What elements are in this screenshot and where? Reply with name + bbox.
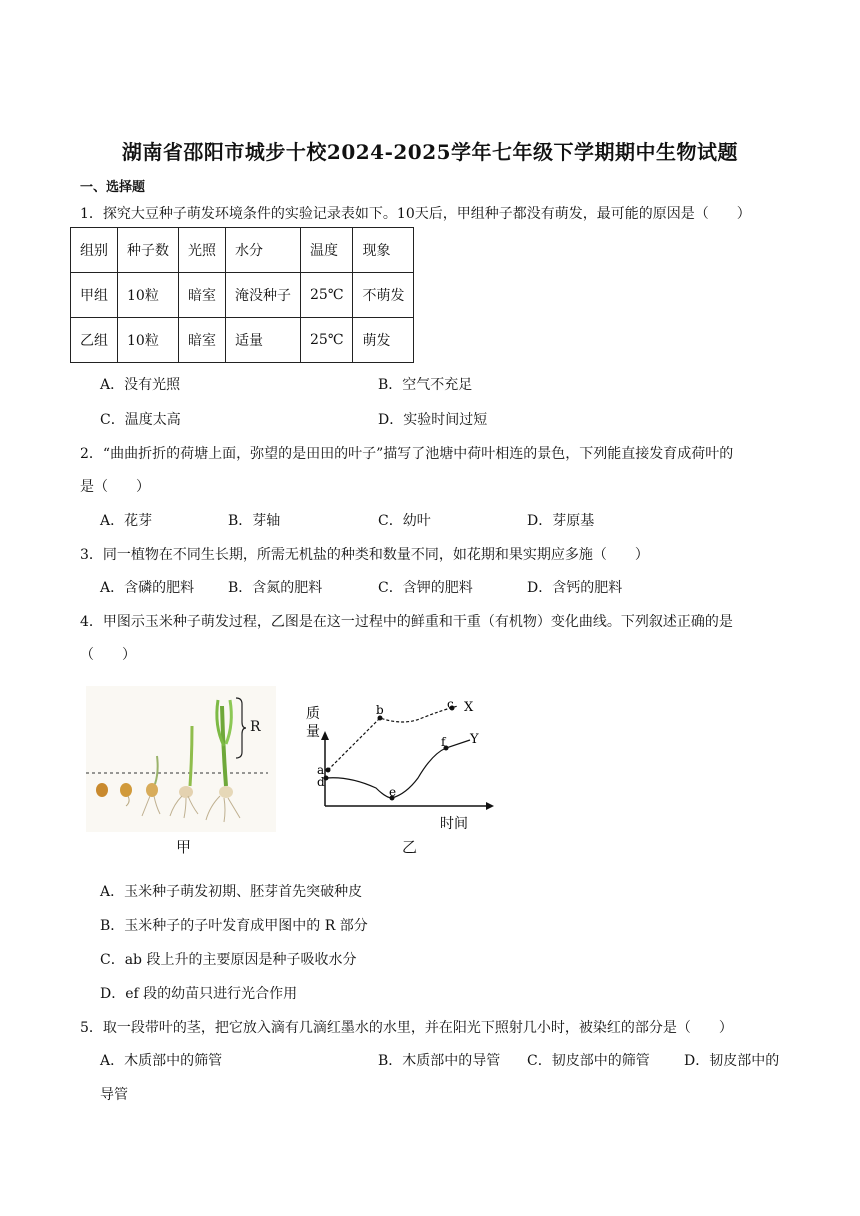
q4-figure (86, 686, 506, 856)
label-f: f (441, 735, 446, 749)
y-axis-label-1: 质 (306, 706, 320, 722)
table-cell: 25℃ (301, 318, 353, 363)
table-header-cell: 水分 (226, 228, 301, 273)
q5-option-c: C．韧皮部中的筛管 (527, 1053, 650, 1069)
y-axis-label-2: 量 (306, 724, 320, 740)
table-cell: 萌发 (353, 318, 414, 363)
q4-stem-line2: （ ） (80, 647, 136, 663)
mass-time-diagram (306, 697, 494, 832)
figure-yi-label: 乙 (402, 838, 418, 856)
table-cell: 10粒 (118, 318, 179, 363)
table-header-cell: 现象 (353, 228, 414, 273)
table-cell: 适量 (226, 318, 301, 363)
q5-stem: 5．取一段带叶的茎，把它放入滴有几滴红墨水的水里，并在阳光下照射几小时，被染红的部分是（ ） (80, 1020, 733, 1036)
table-cell: 暗室 (179, 273, 226, 318)
point-a (326, 768, 331, 773)
q5-option-d: D．韧皮部中的 (684, 1053, 780, 1069)
x-axis-label: 时间 (440, 816, 468, 832)
q2-option-c: C．幼叶 (378, 513, 431, 529)
q1-option-c: C．温度太高 (100, 412, 181, 428)
table-cell: 淹没种子 (226, 273, 301, 318)
q2-option-d: D．芽原基 (527, 513, 595, 529)
q4-option-b: B．玉米种子的子叶发育成甲图中的 R 部分 (100, 918, 368, 934)
q4-stem-line1: 4．甲图示玉米种子萌发过程，乙图是在这一过程中的鲜重和干重（有机物）变化曲线。下列叙述正确的是 (80, 614, 733, 630)
q2-stem-line1: 2．“曲曲折折的荷塘上面，弥望的是田田的叶子”描写了池塘中荷叶相连的景色，下列能直接发育成荷叶的 (80, 446, 734, 462)
q2-stem-line2: 是（ ） (80, 479, 150, 495)
q1-stem: 1．探究大豆种子萌发环境条件的实验记录表如下。10天后，甲组种子都没有萌发，最可能的原因是（ ） (80, 206, 751, 222)
q2-option-a: A．花芽 (100, 513, 153, 529)
q3-option-c: C．含钾的肥料 (378, 580, 473, 596)
q5-option-a: A．木质部中的筛管 (100, 1053, 223, 1069)
figure-jia-label: 甲 (176, 838, 192, 856)
q3-option-b: B．含氮的肥料 (228, 580, 323, 596)
corn-germination-diagram (86, 686, 276, 832)
label-d: d (317, 775, 325, 789)
table-cell: 暗室 (179, 318, 226, 363)
table-header-cell: 种子数 (118, 228, 179, 273)
experiment-table (70, 227, 414, 363)
curve-x-label: X (464, 700, 474, 715)
label-e: e (389, 785, 397, 799)
table-cell: 不萌发 (353, 273, 414, 318)
table-header-row (71, 228, 414, 273)
q3-stem: 3．同一植物在不同生长期，所需无机盐的种类和数量不同，如花期和果实期应多施（ ） (80, 547, 649, 563)
q4-option-c: C．ab 段上升的主要原因是种子吸收水分 (100, 952, 357, 968)
table-header-cell: 光照 (179, 228, 226, 273)
label-a: a (317, 763, 325, 777)
q3-option-a: A．含磷的肥料 (100, 580, 195, 596)
table-row (71, 318, 414, 363)
table-row (71, 273, 414, 318)
germination-figure (86, 686, 506, 856)
q4-option-d: D．ef 段的幼苗只进行光合作用 (100, 986, 298, 1002)
curve-y-label: Y (470, 732, 479, 747)
q1-option-a: A．没有光照 (100, 377, 181, 393)
q4-option-a: A．玉米种子萌发初期、胚芽首先突破种皮 (100, 884, 363, 900)
table-header-cell: 温度 (301, 228, 353, 273)
table-header-cell: 组别 (71, 228, 118, 273)
label-c: c (447, 697, 454, 711)
r-label: R (250, 719, 261, 735)
q5-option-b: B．木质部中的导管 (378, 1053, 501, 1069)
table-cell: 10粒 (118, 273, 179, 318)
q1-option-d: D．实验时间过短 (378, 412, 488, 428)
q2-option-b: B．芽轴 (228, 513, 281, 529)
label-b: b (376, 703, 384, 717)
curve-x (328, 706, 458, 770)
table-cell: 乙组 (71, 318, 118, 363)
table-cell: 25℃ (301, 273, 353, 318)
q3-option-d: D．含钙的肥料 (527, 580, 623, 596)
section-heading: 一、选择题 (80, 180, 146, 195)
q5-option-d-wrap: 导管 (100, 1087, 128, 1103)
q1-option-b: B．空气不充足 (378, 377, 473, 393)
table-cell: 甲组 (71, 273, 118, 318)
page-title: 湖南省邵阳市城步十校2024-2025学年七年级下学期期中生物试题 (121, 140, 739, 164)
